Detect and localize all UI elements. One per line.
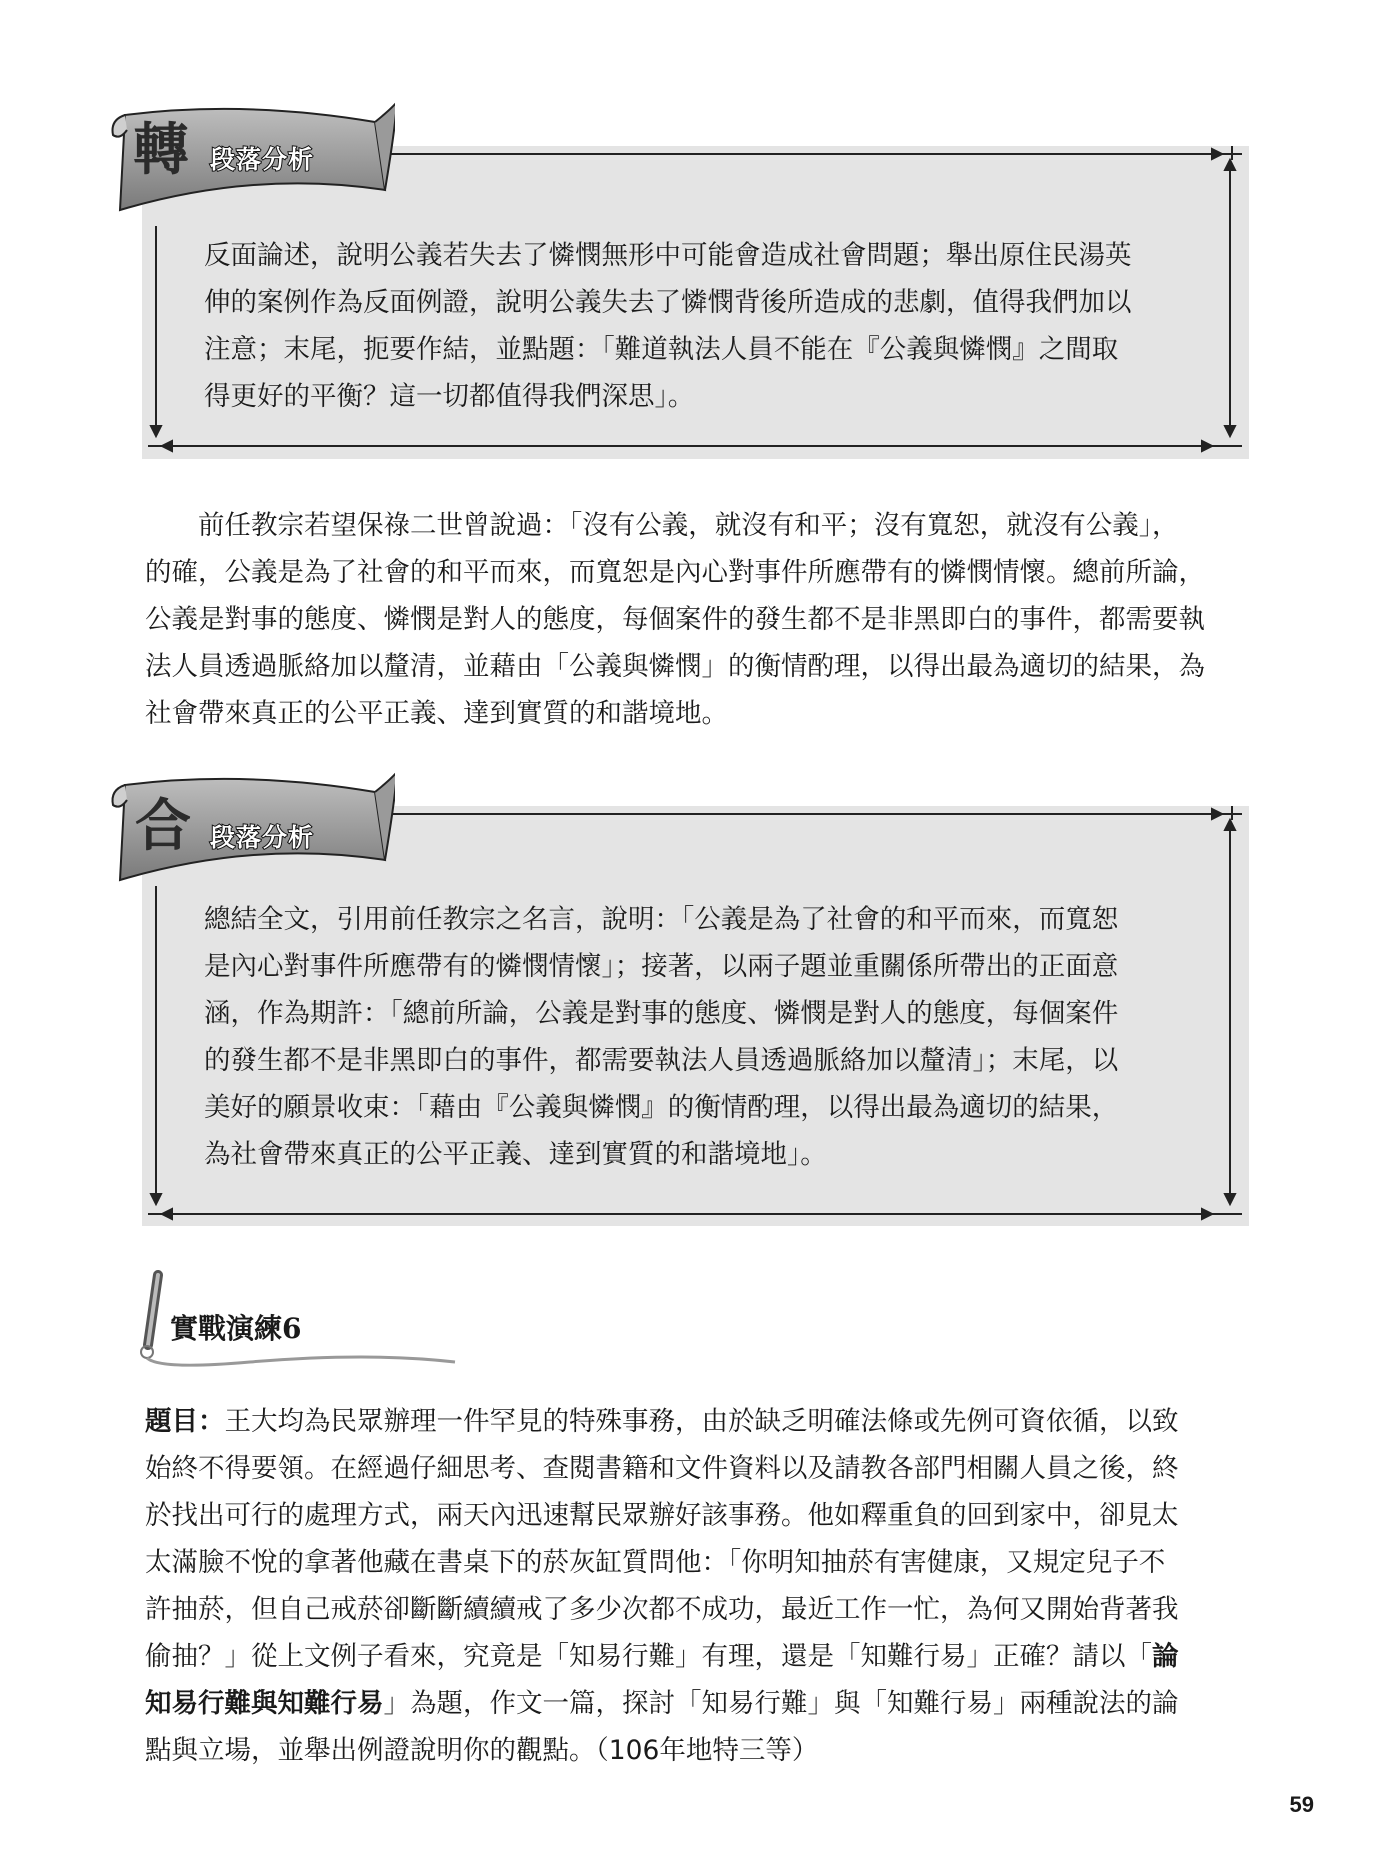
body-line: 的確，公義是為了社會的和平而來，而寬恕是內心對事件所應帶有的憐憫情懷。總前所論， [145,557,1205,588]
analysis-text-he [204,896,1179,1178]
analysis-line: 為社會帶來真正的公平正義、達到實質的和諧境地」。 [204,1139,827,1170]
banner-char-he: 合 [135,793,191,859]
prompt-line [145,1398,1250,1445]
prompt-topic-bold: 知易行難與知難行易 [145,1688,384,1719]
analysis-text-zhuan [204,232,1179,420]
banner-label-he: 段落分析 [210,823,315,852]
body-line: 公義是對事的態度、憐憫是對人的態度，每個案件的發生都不是非黑即白的事件，都需要執 [145,604,1205,635]
practice-prompt [145,1398,1250,1774]
body-line: 法人員透過脈絡加以釐清，並藉由「公義與憐憫」的衡情酌理，以得出最為適切的結果，為 [145,651,1205,682]
page-number: 59 [1289,1792,1314,1817]
analysis-line: 涵，作為期許：「總前所論，公義是對事的態度、憐憫是對人的態度，每個案件 [204,998,1119,1029]
analysis-line: 反面論述，說明公義若失去了憐憫無形中可能會造成社會問題；舉出原住民湯英 [204,240,1132,271]
prompt-line: 許抽菸，但自己戒菸卻斷斷續續戒了多少次都不成功，最近工作一忙，為何又開始背著我 [145,1594,1179,1625]
analysis-line: 總結全文，引用前任教宗之名言，說明：「公義是為了社會的和平而來，而寬恕 [204,904,1119,935]
analysis-line: 得更好的平衡？這一切都值得我們深思」。 [204,381,695,412]
body-line: 前任教宗若望保祿二世曾說過：「沒有公義，就沒有和平；沒有寬恕，就沒有公義」， [198,510,1179,541]
prompt-line [145,1633,1250,1680]
body-line: 社會帶來真正的公平正義、達到實質的和諧境地。 [145,698,728,729]
prompt-topic-bold: 論 [1152,1641,1179,1672]
analysis-line: 的發生都不是非黑即白的事件，都需要執法人員透過脈絡加以釐清」；末尾，以 [204,1045,1119,1076]
banner-char-zhuan: 轉 [133,117,189,183]
analysis-line: 伸的案例作為反面例證，說明公義失去了憐憫背後所造成的悲劇，值得我們加以 [204,287,1132,318]
banner-label-zhuan: 段落分析 [210,145,315,174]
analysis-line: 美好的願景收束：「藉由『公義與憐憫』的衡情酌理，以得出最為適切的結果， [204,1092,1119,1123]
prompt-line [145,1680,1250,1727]
prompt-line: 始終不得要領。在經過仔細思考、查閱書籍和文件資料以及請教各部門相關人員之後，終 [145,1453,1179,1484]
prompt-line: 點與立場，並舉出例證說明你的觀點。（106年地特三等） [145,1735,819,1766]
prompt-line: 太滿臉不悅的拿著他藏在書桌下的菸灰缸質問他：「你明知抽菸有害健康，又規定兒子不 [145,1547,1166,1578]
analysis-line: 注意；末尾，扼要作結，並點題：「難道執法人員不能在『公義與憐憫』之間取 [204,334,1119,365]
prompt-text: 」為題，作文一篇，探討「知易行難」與「知難行易」兩種說法的論 [383,1688,1179,1719]
section-banner-he [105,770,395,890]
prompt-label: 題目： [145,1406,225,1437]
section-banner-zhuan [105,100,395,220]
body-paragraph [145,502,1250,737]
prompt-text: 王大均為民眾辦理一件罕見的特殊事務，由於缺乏明確法條或先例可資依循，以致 [224,1406,1179,1437]
analysis-line: 是內心對事件所應帶有的憐憫情懷」；接著，以兩子題並重關係所帶出的正面意 [204,951,1119,982]
prompt-text: 偷抽？」從上文例子看來，究竟是「知易行難」有理，還是「知難行易」正確？請以「 [145,1641,1152,1672]
prompt-line: 於找出可行的處理方式，兩天內迅速幫民眾辦好該事務。他如釋重負的回到家中，卻見太 [145,1500,1179,1531]
practice-title: 實戰演練6 [170,1312,302,1345]
